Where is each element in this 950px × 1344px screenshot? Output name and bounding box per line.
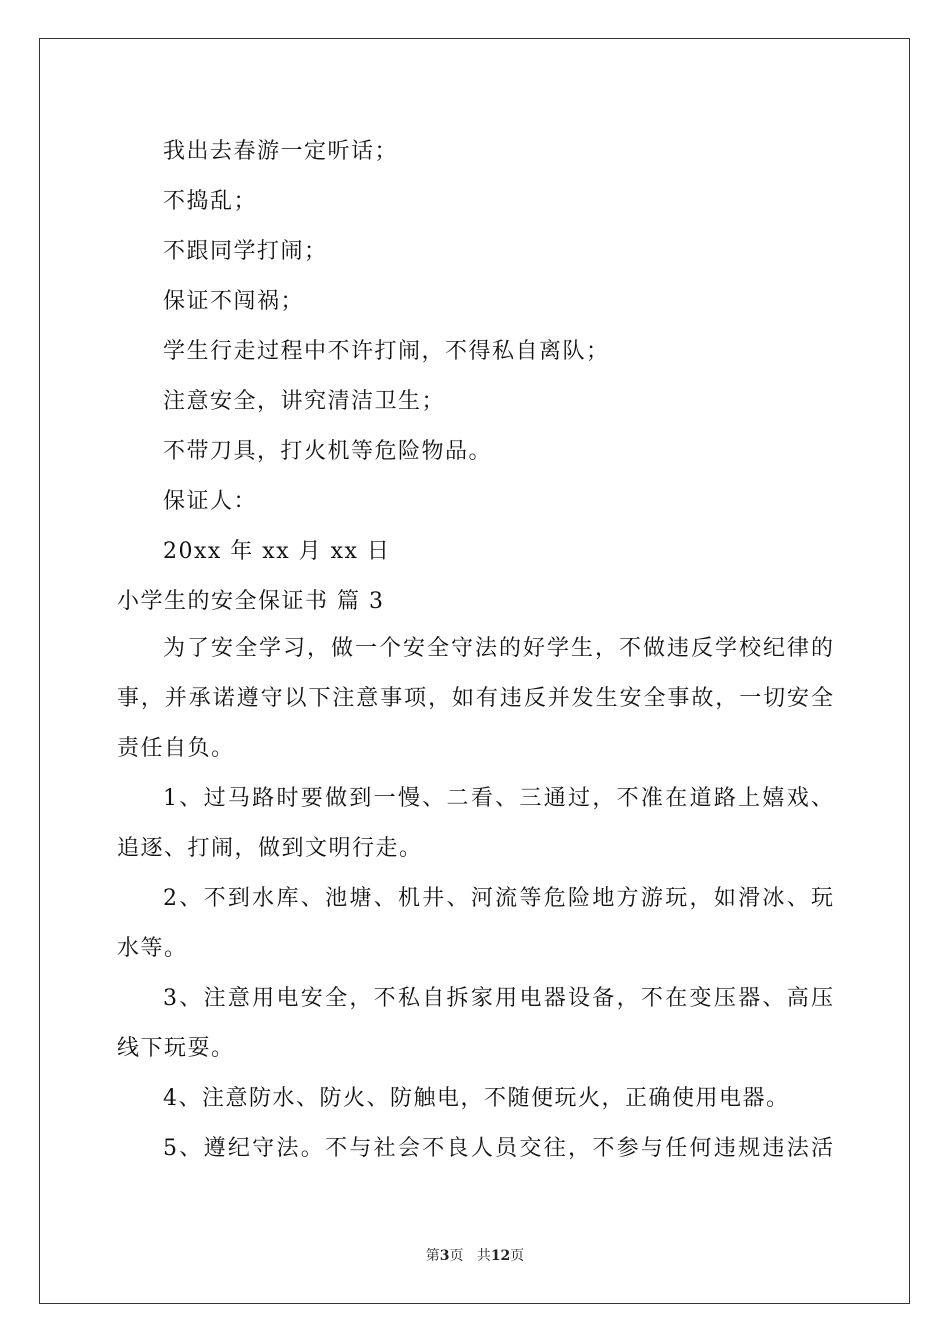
section-heading: 小学生的安全保证书 篇 3 bbox=[117, 589, 385, 614]
footer-total-prefix: 共 bbox=[476, 1248, 491, 1264]
page-frame bbox=[39, 38, 910, 1304]
intro-paragraph-line: 为了安全学习，做一个安全守法的好学生，不做违反学校纪律的 bbox=[163, 636, 833, 661]
list-item-3: 3、注意用电安全，不私自拆家用电器设备，不在变压器、高压 bbox=[163, 986, 833, 1011]
text-line: 不捣乱； bbox=[163, 189, 258, 214]
list-item-3-cont: 线下玩耍。 bbox=[117, 1036, 235, 1061]
intro-paragraph-line: 事，并承诺遵守以下注意事项，如有违反并发生安全事故，一切安全 bbox=[117, 686, 833, 711]
footer-total-pages: 12 bbox=[490, 1248, 511, 1264]
text-line: 注意安全，讲究清洁卫生； bbox=[163, 389, 446, 414]
list-item-5: 5、遵纪守法。不与社会不良人员交往，不参与任何违规违法活 bbox=[163, 1136, 833, 1161]
page-footer bbox=[0, 1247, 950, 1265]
list-item-2-cont: 水等。 bbox=[117, 936, 188, 961]
footer-total-unit: 页 bbox=[510, 1248, 525, 1264]
footer-page-number: 3 bbox=[439, 1248, 450, 1264]
list-item-4: 4、注意防水、防火、防触电，不随便玩火，正确使用电器。 bbox=[163, 1086, 790, 1111]
footer-page-unit: 页 bbox=[449, 1248, 464, 1264]
text-line: 不带刀具，打火机等危险物品。 bbox=[163, 439, 493, 464]
text-line: 不跟同学打闹； bbox=[163, 239, 328, 264]
text-line: 保证不闯祸； bbox=[163, 289, 305, 314]
signature-label: 保证人： bbox=[163, 489, 258, 514]
date-line: 20xx 年 xx 月 xx 日 bbox=[163, 539, 391, 564]
list-item-2: 2、不到水库、池塘、机井、河流等危险地方游玩，如滑冰、玩 bbox=[163, 886, 833, 911]
list-item-1-cont: 追逐、打闹，做到文明行走。 bbox=[117, 836, 423, 861]
intro-paragraph-line: 责任自负。 bbox=[117, 736, 235, 761]
text-line: 学生行走过程中不许打闹，不得私自离队； bbox=[163, 339, 610, 364]
footer-page-prefix: 第 bbox=[425, 1248, 440, 1264]
text-line: 我出去春游一定听话； bbox=[163, 139, 399, 164]
list-item-1: 1、过马路时要做到一慢、二看、三通过，不准在道路上嬉戏、 bbox=[163, 786, 833, 811]
